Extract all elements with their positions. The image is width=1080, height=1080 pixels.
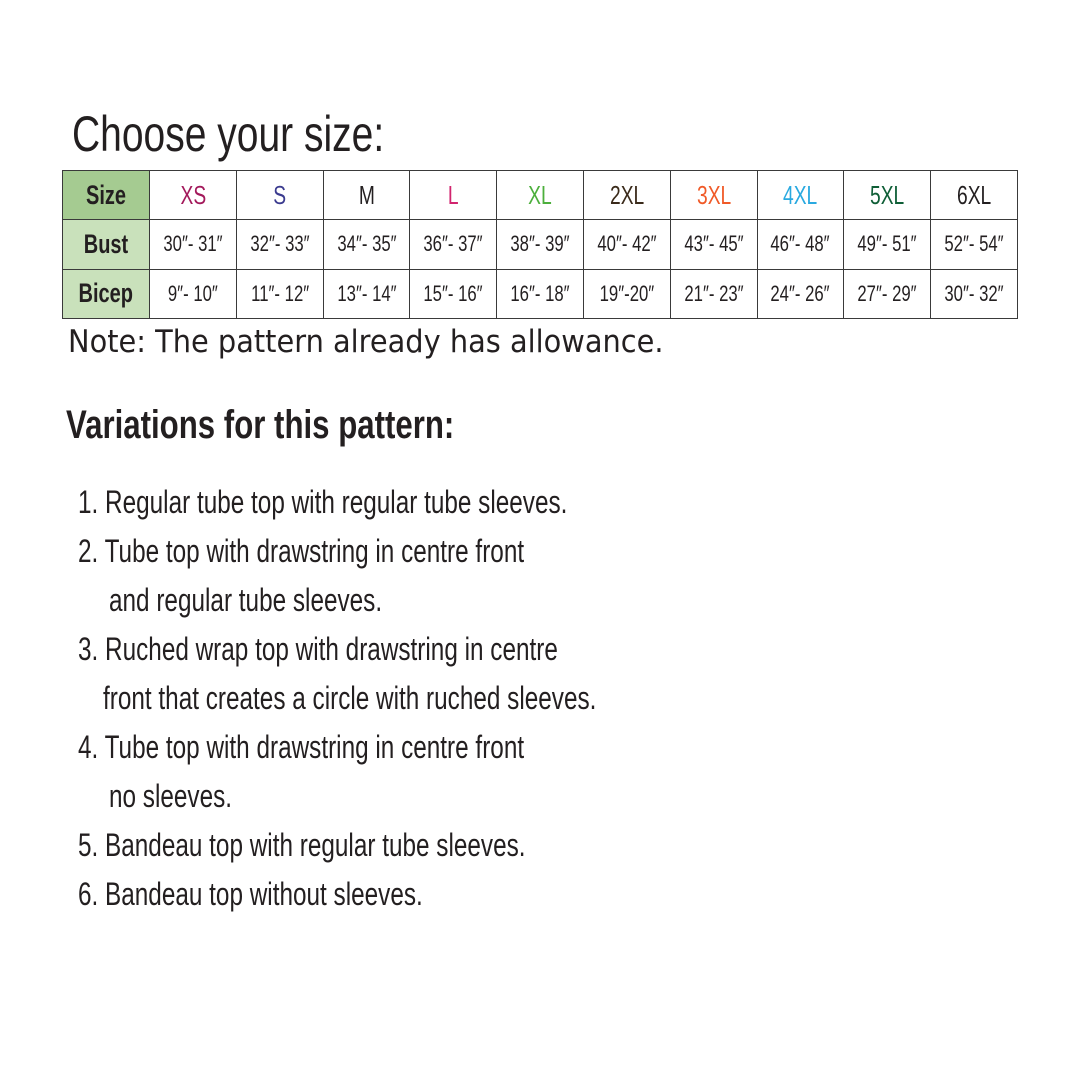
size-m: M bbox=[323, 171, 410, 220]
bust-xl: 38″- 39″ bbox=[497, 220, 584, 269]
bicep-m: 13″- 14″ bbox=[323, 269, 410, 318]
size-row bbox=[63, 171, 1018, 220]
bust-3xl: 43″- 45″ bbox=[670, 220, 757, 269]
size-3xl: 3XL bbox=[670, 171, 757, 220]
variation-item: 1. Regular tube top with regular tube sleeves. bbox=[78, 484, 568, 520]
bicep-xl: 16″- 18″ bbox=[497, 269, 584, 318]
size-s: S bbox=[236, 171, 323, 220]
variation-item: 4. Tube top with drawstring in centre front no sleeves. bbox=[78, 729, 525, 814]
variations-heading: Variations for this pattern: bbox=[66, 403, 455, 447]
variation-item: 2. Tube top with drawstring in centre front and regular tube sleeves. bbox=[78, 533, 525, 618]
bust-l: 36″- 37″ bbox=[410, 220, 497, 269]
variation-item: 6. Bandeau top without sleeves. bbox=[78, 876, 423, 912]
size-6xl: 6XL bbox=[931, 171, 1018, 220]
page-title: Choose your size: bbox=[72, 106, 385, 162]
bust-m: 34″- 35″ bbox=[323, 220, 410, 269]
bicep-6xl: 30″- 32″ bbox=[931, 269, 1018, 318]
size-2xl: 2XL bbox=[583, 171, 670, 220]
variation-item: 3. Ruched wrap top with drawstring in centre front that creates a circle with ruched sleeves. bbox=[78, 631, 597, 716]
bicep-row-label: Bicep bbox=[63, 269, 150, 318]
size-xl: XL bbox=[497, 171, 584, 220]
bicep-5xl: 27″- 29″ bbox=[844, 269, 931, 318]
bicep-4xl: 24″- 26″ bbox=[757, 269, 844, 318]
bust-s: 32″- 33″ bbox=[236, 220, 323, 269]
bust-xs: 30″- 31″ bbox=[150, 220, 237, 269]
bust-row-label: Bust bbox=[63, 220, 150, 269]
bicep-3xl: 21″- 23″ bbox=[670, 269, 757, 318]
size-row-label: Size bbox=[63, 171, 150, 220]
size-5xl: 5XL bbox=[844, 171, 931, 220]
bust-5xl: 49″- 51″ bbox=[844, 220, 931, 269]
size-xs: XS bbox=[150, 171, 237, 220]
allowance-note: Note: The pattern already has allowance. bbox=[68, 324, 664, 360]
variation-item: 5. Bandeau top with regular tube sleeves. bbox=[78, 827, 526, 863]
variations-list bbox=[78, 478, 752, 919]
size-4xl: 4XL bbox=[757, 171, 844, 220]
bicep-l: 15″- 16″ bbox=[410, 269, 497, 318]
bicep-row bbox=[63, 269, 1018, 318]
bicep-2xl: 19″-20″ bbox=[583, 269, 670, 318]
bust-2xl: 40″- 42″ bbox=[583, 220, 670, 269]
bust-row bbox=[63, 220, 1018, 269]
bicep-s: 11″- 12″ bbox=[236, 269, 323, 318]
size-chart-table bbox=[62, 170, 1018, 319]
bust-4xl: 46″- 48″ bbox=[757, 220, 844, 269]
size-l: L bbox=[410, 171, 497, 220]
bust-6xl: 52″- 54″ bbox=[931, 220, 1018, 269]
bicep-xs: 9″- 10″ bbox=[150, 269, 237, 318]
